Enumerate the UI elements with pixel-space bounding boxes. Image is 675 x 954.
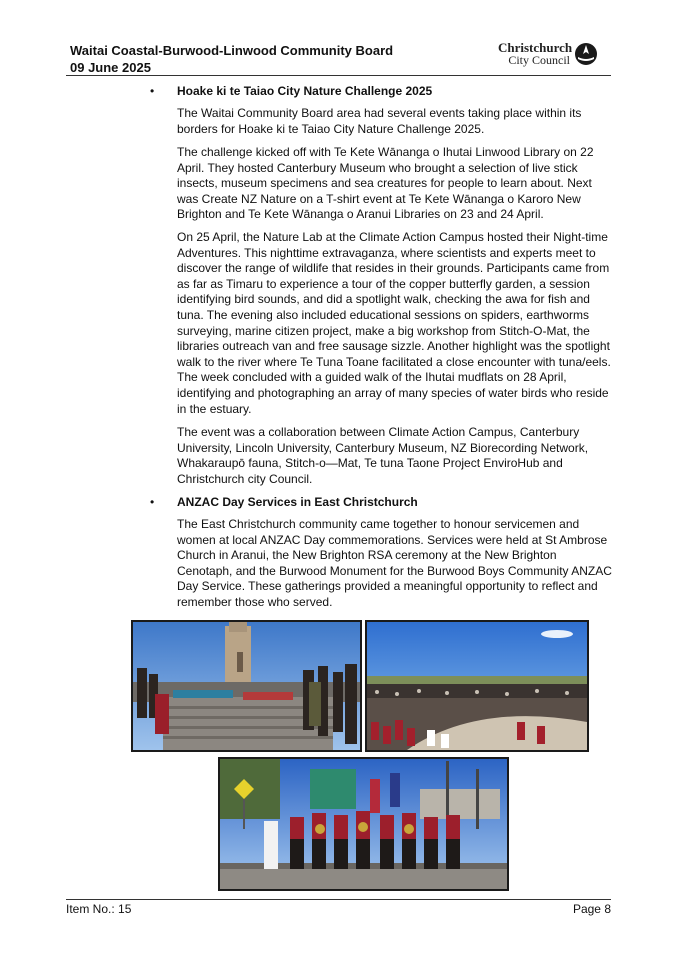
council-logo (498, 42, 600, 68)
page-number: Page 8 (572, 902, 611, 916)
logo-line1: Christchurch (498, 40, 573, 55)
photo-anzac-crowd (365, 620, 589, 752)
document-header-title (70, 42, 393, 76)
item-number: Item No.: 15 (66, 902, 132, 916)
paragraph: On 25 April, the Nature Lab at the Climate Action Campus hosted their Night-time Adventures. This nighttime extravaganza, where scientists and experts meet to discover the range of wildlife that resides in their grounds. Participants came from as far as Timaru to experience a tour of the copper butterfly garden, a session identifying bird sounds, and did a spotlight walk, checking the awa for fish and tuna. The evening also included educational sessions on spiders, earthworms surveying, marine citizen project, make a big workshop from Stitch-O-Mat, the libraries outreach van and free sausage sizzle. Another highlight was the spotlight walk to the river where Te Tuna Toane facilitated a close encounter with tuna/eels. The week concluded with a guided walk of the Ihutai mudflats on 28 April, identifying and photographing an array of many species of water birds who reside in the estuary. (177, 230, 611, 416)
logo-line2: City Council (508, 53, 570, 67)
section-heading: ANZAC Day Services in East Christchurch (177, 495, 418, 509)
bullet-icon: • (150, 84, 155, 98)
paragraph: The Waitai Community Board area had several events taking place within its borders for Hoake ki te Taiao City Nature Challenge 2025. (177, 106, 582, 136)
paragraph: The event was a collaboration between Climate Action Campus, Canterbury University, Lincoln University, Canterbury Museum, NZ Biorecording Network, Whakaraupō fauna, Stitch-o—Mat, Te tuna Taone Project EnviroHub and Christchurch city Council. (177, 425, 589, 486)
meeting-date: 09 June 2025 (70, 60, 151, 75)
header-divider (66, 75, 611, 76)
paragraph: The challenge kicked off with Te Kete Wānanga o Ihutai Linwood Library on 22 April. They hosted Canterbury Museum who brought a selection of live stick insects, museum specimens and sea creatures for people to learn about. Next was Create NZ Nature on a T-shirt event at Te Kete Wānanga o Karoro New Brighton and Te Kete Wānanga o Aranui Libraries on 23 and 24 April. (177, 145, 594, 222)
photo-anzac-memorial-steps (131, 620, 362, 752)
section-heading: Hoake ki te Taiao City Nature Challenge 2025 (177, 84, 433, 98)
footer-divider (66, 899, 611, 900)
bullet-icon: • (150, 495, 155, 509)
photo-anzac-parade (218, 757, 509, 891)
board-name: Waitai Coastal-Burwood-Linwood Community Board (70, 43, 394, 58)
paragraph: The East Christchurch community came together to honour servicemen and women at local ANZAC Day commemorations. Services were held at St Ambrose Church in Aranui, the New Brighton RSA ceremony at the New Brighton Cenotaph, and the Burwood Monument for the Burwood Boys Community ANZAC Day Service. These gatherings provided a meaningful opportunity to reflect and remember those who served. (177, 517, 612, 609)
council-emblem-icon (574, 42, 598, 66)
